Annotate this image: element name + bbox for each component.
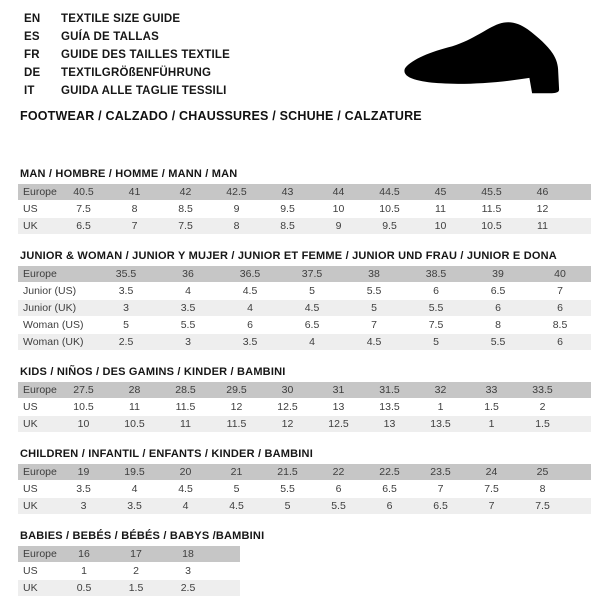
table-title: KIDS / NIÑOS / DES GAMINS / KINDER / BAMBINI [20,366,286,378]
size-cell: 2.5 [162,580,214,597]
category-heading: FOOTWEAR / CALZADO / CHAUSSURES / SCHUHE / CALZATURE [20,109,422,123]
row-label: Europe [18,464,58,481]
table-row [18,464,591,481]
size-cell: 7 [343,317,405,334]
size-cell: 4.5 [211,498,262,515]
spacer-cell [568,416,591,433]
size-cell: 31 [313,382,364,399]
size-cell: 36 [157,266,219,283]
size-cell: 2 [517,399,568,416]
size-table [18,546,240,597]
size-cell: 1.5 [517,416,568,433]
size-cell: 3.5 [109,498,160,515]
table-row [18,481,591,498]
size-cell: 11 [160,416,211,433]
size-cell: 30 [262,382,313,399]
size-cell: 8 [211,218,262,235]
size-cell: 41 [109,184,160,201]
size-cell: 22.5 [364,464,415,481]
size-cell: 45.5 [466,184,517,201]
size-cell: 16 [58,546,110,563]
language-code: EN [24,13,41,25]
size-cell: 0.5 [58,580,110,597]
language-row-es [24,28,230,46]
size-cell: 11 [109,399,160,416]
size-cell: 5 [95,317,157,334]
spacer-cell [568,464,591,481]
size-cell: 42 [160,184,211,201]
table-row [18,266,591,283]
size-cell: 29.5 [211,382,262,399]
size-cell: 1 [466,416,517,433]
size-cell: 6.5 [364,481,415,498]
size-cell: 10.5 [466,218,517,235]
table-section [18,366,591,433]
row-label: Woman (UK) [18,334,95,351]
size-cell: 7 [415,481,466,498]
size-cell: 37.5 [281,266,343,283]
table-section [18,448,591,515]
language-code: ES [24,31,40,43]
row-label: Europe [18,184,58,201]
table-row [18,184,591,201]
size-cell: 32 [415,382,466,399]
size-cell: 5 [281,283,343,300]
size-cell: 11.5 [211,416,262,433]
size-cell: 1 [415,399,466,416]
size-cell: 11.5 [160,399,211,416]
size-cell: 6.5 [58,218,109,235]
row-label: UK [18,416,58,433]
size-cell: 4.5 [219,283,281,300]
size-cell: 33.5 [517,382,568,399]
size-cell: 5.5 [343,283,405,300]
table-row [18,283,591,300]
size-cell: 28 [109,382,160,399]
size-cell: 4 [109,481,160,498]
spacer-cell [568,201,591,218]
size-cell: 6 [364,498,415,515]
size-cell: 40.5 [58,184,109,201]
size-cell: 5.5 [313,498,364,515]
size-cell: 3.5 [95,283,157,300]
size-cell: 4 [219,300,281,317]
size-cell: 1.5 [466,399,517,416]
row-label: Europe [18,266,95,283]
table-title: CHILDREN / INFANTIL / ENFANTS / KINDER / BAMBINI [20,448,313,460]
table-title: BABIES / BEBÉS / BÉBÉS / BABYS /BAMBINI [20,530,265,542]
size-cell: 10 [58,416,109,433]
row-label: Woman (US) [18,317,95,334]
row-label: US [18,563,58,580]
size-cell: 31.5 [364,382,415,399]
language-code: DE [24,67,41,79]
language-row-it [24,82,230,100]
size-cell: 46 [517,184,568,201]
size-tables [18,166,591,597]
size-table [18,382,591,433]
size-cell: 20 [160,464,211,481]
size-cell: 44 [313,184,364,201]
size-cell: 10.5 [109,416,160,433]
size-cell: 10 [313,201,364,218]
table-row [18,300,591,317]
size-cell: 3 [95,300,157,317]
size-cell: 7 [466,498,517,515]
size-cell: 23.5 [415,464,466,481]
size-cell: 17 [110,546,162,563]
size-cell: 9.5 [262,201,313,218]
language-code: IT [24,85,35,97]
size-cell: 11 [415,201,466,218]
size-cell: 8.5 [160,201,211,218]
size-cell: 2 [110,563,162,580]
language-row-en [24,10,230,28]
row-label: US [18,399,58,416]
size-cell: 4 [160,498,211,515]
size-cell: 7.5 [466,481,517,498]
size-cell: 5.5 [262,481,313,498]
table-row [18,317,591,334]
table-row [18,580,240,597]
size-cell: 12.5 [313,416,364,433]
size-cell: 3.5 [157,300,219,317]
size-cell: 8 [467,317,529,334]
size-cell: 12.5 [262,399,313,416]
size-cell: 6.5 [467,283,529,300]
spacer-cell [214,563,240,580]
table-row [18,382,591,399]
size-cell: 4 [281,334,343,351]
size-cell: 13.5 [415,416,466,433]
size-cell: 24 [466,464,517,481]
size-cell: 11.5 [466,201,517,218]
size-cell: 4 [157,283,219,300]
size-cell: 9.5 [364,218,415,235]
spacer-cell [568,184,591,201]
table-row [18,201,591,218]
size-cell: 21.5 [262,464,313,481]
size-cell: 38.5 [405,266,467,283]
size-cell: 22 [313,464,364,481]
row-label: US [18,481,58,498]
size-cell: 36.5 [219,266,281,283]
table-row [18,218,591,235]
language-title-block [24,10,230,100]
table-row [18,416,591,433]
size-cell: 5 [262,498,313,515]
size-cell: 42.5 [211,184,262,201]
size-cell: 45 [415,184,466,201]
size-cell: 5.5 [157,317,219,334]
dress-shoe-icon [398,14,578,104]
size-cell: 27.5 [58,382,109,399]
row-label: UK [18,498,58,515]
size-cell: 33 [466,382,517,399]
size-cell: 13 [313,399,364,416]
size-cell: 1 [58,563,110,580]
spacer-cell [568,399,591,416]
size-cell: 10 [415,218,466,235]
row-label: UK [18,218,58,235]
table-row [18,546,240,563]
size-cell: 7.5 [517,498,568,515]
size-cell: 5 [343,300,405,317]
spacer-cell [568,498,591,515]
size-cell: 4.5 [160,481,211,498]
size-cell: 12 [517,201,568,218]
spacer-cell [214,580,240,597]
row-label: Junior (US) [18,283,95,300]
spacer-cell [568,382,591,399]
size-cell: 7 [109,218,160,235]
size-cell: 12 [211,399,262,416]
size-cell: 6 [219,317,281,334]
size-cell: 8 [517,481,568,498]
size-cell: 6 [313,481,364,498]
size-cell: 43 [262,184,313,201]
size-cell: 3.5 [219,334,281,351]
spacer-cell [568,218,591,235]
size-cell: 3.5 [58,481,109,498]
row-label: Europe [18,382,58,399]
spacer-cell [214,546,240,563]
language-row-fr [24,46,230,64]
size-cell: 7.5 [160,218,211,235]
table-section [18,530,591,597]
size-cell: 5 [405,334,467,351]
row-label: Europe [18,546,58,563]
size-cell: 12 [262,416,313,433]
size-cell: 19.5 [109,464,160,481]
size-cell: 18 [162,546,214,563]
table-row [18,334,591,351]
size-cell: 6 [529,334,591,351]
language-row-de [24,64,230,82]
size-cell: 5.5 [467,334,529,351]
language-label: GUIDA ALLE TAGLIE TESSILI [61,85,227,97]
table-section [18,168,591,235]
size-cell: 38 [343,266,405,283]
size-cell: 7 [529,283,591,300]
language-code: FR [24,49,40,61]
size-cell: 40 [529,266,591,283]
size-cell: 13 [364,416,415,433]
language-label: GUIDE DES TAILLES TEXTILE [61,49,230,61]
size-table [18,464,591,515]
size-cell: 7.5 [405,317,467,334]
size-cell: 11 [517,218,568,235]
size-cell: 35.5 [95,266,157,283]
table-section [18,250,591,351]
table-row [18,399,591,416]
size-cell: 6.5 [415,498,466,515]
size-table [18,184,591,235]
size-cell: 3 [162,563,214,580]
size-cell: 6 [405,283,467,300]
size-cell: 6 [467,300,529,317]
table-title: JUNIOR & WOMAN / JUNIOR Y MUJER / JUNIOR ET FEMME / JUNIOR UND FRAU / JUNIOR E DONA [20,250,557,262]
size-cell: 28.5 [160,382,211,399]
size-cell: 1.5 [110,580,162,597]
size-cell: 4.5 [281,300,343,317]
spacer-cell [568,481,591,498]
table-title: MAN / HOMBRE / HOMME / MANN / MAN [20,168,238,180]
size-cell: 44.5 [364,184,415,201]
size-cell: 2.5 [95,334,157,351]
size-table [18,266,591,351]
size-cell: 21 [211,464,262,481]
size-cell: 6.5 [281,317,343,334]
size-cell: 10.5 [58,399,109,416]
size-cell: 5 [211,481,262,498]
row-label: Junior (UK) [18,300,95,317]
size-cell: 9 [313,218,364,235]
row-label: US [18,201,58,218]
language-label: GUÍA DE TALLAS [61,31,159,43]
size-cell: 39 [467,266,529,283]
size-cell: 10.5 [364,201,415,218]
size-cell: 3 [157,334,219,351]
size-cell: 8 [109,201,160,218]
table-row [18,498,591,515]
size-cell: 5.5 [405,300,467,317]
size-cell: 4.5 [343,334,405,351]
size-cell: 7.5 [58,201,109,218]
size-cell: 25 [517,464,568,481]
size-cell: 9 [211,201,262,218]
language-label: TEXTILGRÖßENFÜHRUNG [61,67,212,79]
size-cell: 8.5 [262,218,313,235]
size-cell: 8.5 [529,317,591,334]
row-label: UK [18,580,58,597]
size-cell: 19 [58,464,109,481]
language-label: TEXTILE SIZE GUIDE [61,13,181,25]
size-cell: 3 [58,498,109,515]
size-cell: 6 [529,300,591,317]
table-row [18,563,240,580]
size-cell: 13.5 [364,399,415,416]
